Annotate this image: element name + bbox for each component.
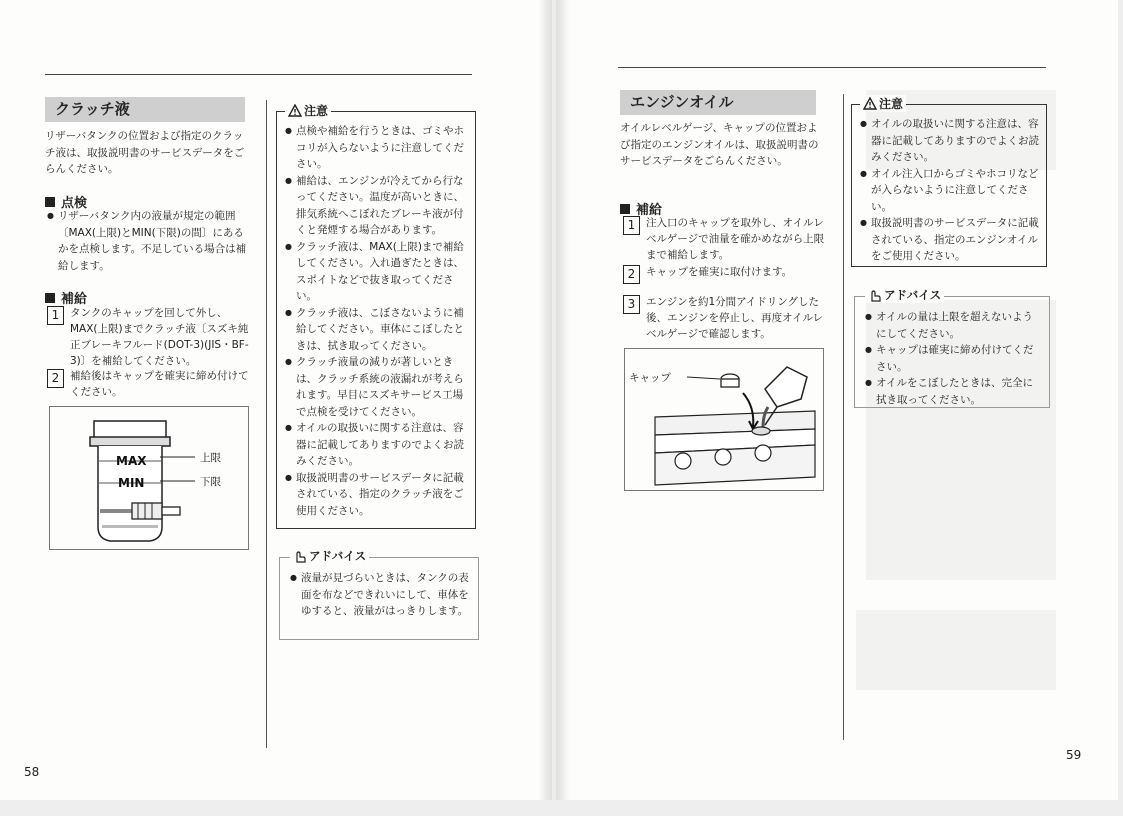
engine-oil-illustration: [625, 349, 823, 490]
page-number: 59: [1066, 748, 1082, 762]
advice-list: [865, 309, 1043, 408]
pointing-hand-icon: [293, 550, 307, 563]
step-number: 3: [623, 295, 640, 314]
refill-step-2: [623, 264, 827, 284]
gutter-shadow: [538, 0, 552, 800]
list-item: ● リザーバタンク内の液量が規定の範囲〔MAX(上限)とMIN(下限)の間〕にあるかを点検します。不足している場合は補給します。: [47, 208, 247, 274]
inspection-heading-label: 点検: [61, 196, 88, 211]
step-number: 2: [623, 265, 640, 284]
section-title: エンジンオイル: [620, 90, 816, 115]
list-item: ● オイルの取扱いに関する注意は、容器に記載してありますのでよくお読みください。: [285, 420, 469, 470]
caution-list: [860, 116, 1040, 265]
gutter-shadow: [556, 0, 570, 800]
list-item: ● 補給は、エンジンが冷えてから行なってください。温度が高いときに、排気系統へこぼれたブレーキ液が付くと発煙する場合があります。: [285, 173, 469, 239]
list-item: ● 取扱説明書のサービスデータに記載されている、指定のクラッチ液をご使用ください。: [285, 470, 469, 520]
inspection-list: [47, 208, 247, 274]
caution-title: [860, 95, 906, 112]
column-divider: [843, 94, 844, 740]
square-bullet-icon: [45, 293, 55, 303]
square-bullet-icon: [620, 204, 630, 214]
lower-label: 下限: [200, 476, 221, 488]
refill-step-1: [47, 305, 251, 369]
advice-box: [854, 288, 1050, 408]
step-number: 1: [47, 306, 64, 325]
intro-text: オイルレベルゲージ、キャップの位置および指定のエンジンオイルは、取扱説明書のサービスデータをごらんください。: [620, 122, 819, 167]
list-item: ● 取扱説明書のサービスデータに記載されている、指定のエンジンオイルをご使用ください。: [860, 215, 1040, 265]
step-text: 補給後はキャップを確実に締め付けてください。: [70, 370, 249, 398]
caution-list: [285, 123, 469, 519]
advice-title-label: アドバイス: [309, 549, 367, 563]
reservoir-figure: [49, 406, 249, 550]
caution-box: [276, 104, 476, 529]
list-item: ● キャップは確実に締め付けてください。: [865, 342, 1043, 375]
refill-heading-label: 補給: [61, 292, 88, 307]
advice-box: [279, 549, 479, 640]
top-rule: [45, 74, 472, 75]
list-item: ● クラッチ液量の減りが著しいときは、クラッチ系統の液漏れが考えられます。早目にスズキサービス工場で点検を受けてください。: [285, 354, 469, 420]
caution-title: [285, 102, 331, 119]
pointing-hand-icon: [868, 289, 882, 302]
column-divider: [266, 100, 267, 748]
advice-title-label: アドバイス: [884, 288, 942, 302]
step-text: タンクのキャップを回して外し、MAX(上限)までクラッチ液〔スズキ純正ブレーキフルード(DOT-3)(JIS・BF-3)〕を補給してください。: [70, 307, 249, 367]
list-item: ● オイルをこぼしたときは、完全に拭き取ってください。: [865, 375, 1043, 408]
top-rule: [618, 67, 1046, 68]
warning-icon: [288, 104, 302, 117]
bleed-through: [856, 610, 1056, 690]
step-number: 2: [47, 369, 64, 388]
step-text: 注入口のキャップを取外し、オイルレベルゲージで油量を確かめながら上限まで補給します。: [646, 217, 825, 261]
refill-heading-label: 補給: [636, 203, 663, 218]
list-item: ● オイルの取扱いに関する注意は、容器に記載してありますのでよくお読みください。: [860, 116, 1040, 166]
advice-title: [290, 548, 369, 564]
list-item: ● オイル注入口からゴミやホコリなどが入らないように注意してください。: [860, 166, 1040, 216]
max-label: MAX: [116, 454, 147, 468]
engine-oil-figure: [624, 348, 824, 491]
left-page: [0, 0, 552, 800]
reservoir-illustration: [50, 407, 248, 549]
min-label: MIN: [118, 476, 145, 490]
list-item: ● クラッチ液は、こぼさないように補給してください。車体にこぼしたときは、拭き取ってください。: [285, 305, 469, 355]
upper-label: 上限: [200, 452, 221, 464]
caution-title-label: 注意: [304, 104, 329, 118]
refill-step-1: [623, 215, 827, 263]
list-item: ● クラッチ液は、MAX(上限)まで補給してください。入れ過ぎたときは、スポイトなどで抜き取ってください。: [285, 239, 469, 305]
warning-icon: [863, 97, 877, 110]
advice-list: [290, 570, 470, 620]
list-item: ● オイルの量は上限を超えないようにしてください。: [865, 309, 1043, 342]
step-text: エンジンを約1分間アイドリングした後、エンジンを停止し、再度オイルレベルゲージで確認します。: [646, 296, 824, 340]
step-number: 1: [623, 216, 640, 235]
cap-label: キャップ: [629, 372, 671, 384]
right-page: [556, 0, 1118, 800]
refill-step-2: [47, 368, 251, 400]
caution-title-label: 注意: [879, 97, 904, 111]
advice-title: [865, 287, 944, 303]
caution-box: [851, 97, 1047, 267]
page-number: 58: [24, 765, 40, 779]
step-text: キャップを確実に取付けます。: [646, 266, 793, 278]
list-item: ● 点検や補給を行うときは、ゴミやホコリが入らないように注意してください。: [285, 123, 469, 173]
square-bullet-icon: [45, 197, 55, 207]
section-title: クラッチ液: [45, 97, 245, 122]
intro-text: リザーバタンクの位置および指定のクラッチ液は、取扱説明書のサービスデータをごらんください。: [45, 130, 245, 175]
refill-step-3: [623, 294, 827, 342]
list-item: ● 液量が見づらいときは、タンクの表面を布などできれいにして、車体をゆすると、液量がはっきりします。: [290, 570, 470, 620]
